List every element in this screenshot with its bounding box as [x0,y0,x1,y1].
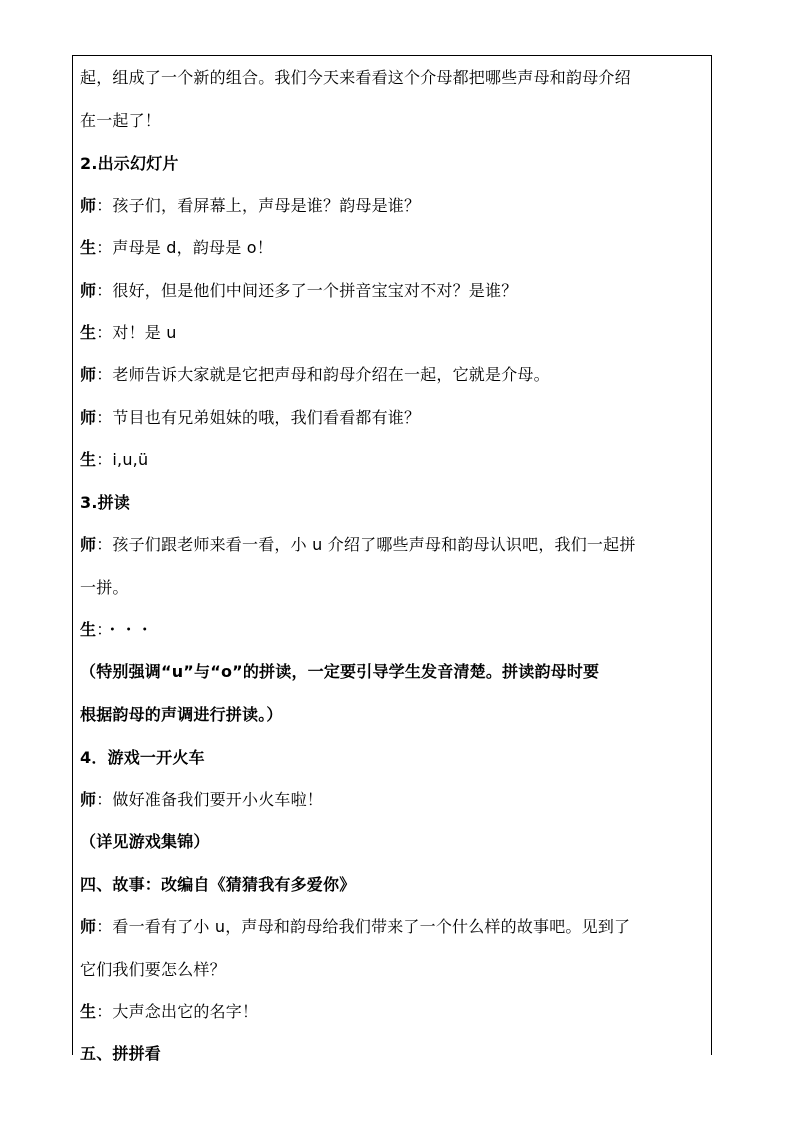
speaker-label: 师 [80,365,97,384]
speaker-label: 师 [80,917,97,936]
note-line [80,832,210,852]
line-text: ：对！是 u [96,323,177,342]
heading-text: 2.出示幻灯片 [80,154,179,173]
speaker-label: 生 [80,238,97,257]
speaker-label: 师 [80,535,97,554]
dialogue-line [80,238,273,258]
dialogue-line [80,281,517,301]
dialogue-line [80,1002,258,1022]
section-heading [80,1044,161,1064]
dialogue-line [80,365,550,385]
speaker-label: 师 [80,408,97,427]
line-text: ：声母是 d，韵母是 o！ [96,238,273,257]
line-text: 它们我们要怎么样？ [80,960,226,979]
speaker-label: 生 [80,450,97,469]
line-text: 一拼。 [80,578,129,597]
line-text: ：孩子们，看屏幕上，声母是谁？韵母是谁？ [96,196,421,215]
paragraph-line [80,68,631,88]
dialogue-line [80,408,420,428]
line-text: ：很好，但是他们中间还多了一个拼音宝宝对不对？是谁？ [96,281,518,300]
section-heading [80,154,179,174]
section-heading [80,493,130,513]
paragraph-line [80,578,129,598]
heading-text: 3.拼读 [80,493,131,512]
speaker-label: 师 [80,790,97,809]
note-text: （特别强调“u”与“o”的拼读，一定要引导学生发音清楚。拼读韵母时要 [80,662,600,681]
line-text: ：看一看有了小 u，声母和韵母给我们带来了一个什么样的故事吧。见到了 [96,917,631,936]
dialogue-line [80,917,630,937]
line-text: 起，组成了一个新的组合。我们今天来看看这个介母都把哪些声母和韵母介绍 [80,68,631,87]
speaker-label: 生 [80,323,97,342]
dialogue-line [80,535,636,555]
line-text: ：孩子们跟老师来看一看，小 u 介绍了哪些声母和韵母认识吧，我们一起拼 [96,535,636,554]
line-text: 在一起了！ [80,111,162,130]
heading-text: 四、故事：改编自《猜猜我有多爱你》 [80,875,356,894]
speaker-label: 生 [80,1002,97,1021]
line-text: ：・・・ [96,620,154,639]
speaker-label: 师 [80,281,97,300]
paragraph-line [80,960,226,980]
speaker-label: 师 [80,196,97,215]
dialogue-line [80,196,420,216]
speaker-label: 生 [80,620,97,639]
section-heading [80,875,355,895]
dialogue-line [80,323,177,343]
note-line [80,705,283,725]
line-text: ：大声念出它的名字！ [96,1002,259,1021]
dialogue-line [80,790,323,810]
line-text: ：i,u,ü [96,450,149,469]
line-text: ：做好准备我们要开小火车啦！ [96,790,324,809]
dialogue-line [80,450,148,470]
section-heading [80,748,205,768]
note-text: 根据韵母的声调进行拼读。） [80,705,283,724]
paragraph-line [80,111,161,131]
heading-text: 4．游戏一开火车 [80,748,205,767]
note-text: （详见游戏集锦） [80,832,210,851]
note-line [80,662,599,682]
dialogue-line [80,620,153,640]
heading-text: 五、拼拼看 [80,1044,162,1063]
line-text: ：老师告诉大家就是它把声母和韵母介绍在一起，它就是介母。 [96,365,550,384]
line-text: ：节目也有兄弟姐妹的哦，我们看看都有谁？ [96,408,421,427]
